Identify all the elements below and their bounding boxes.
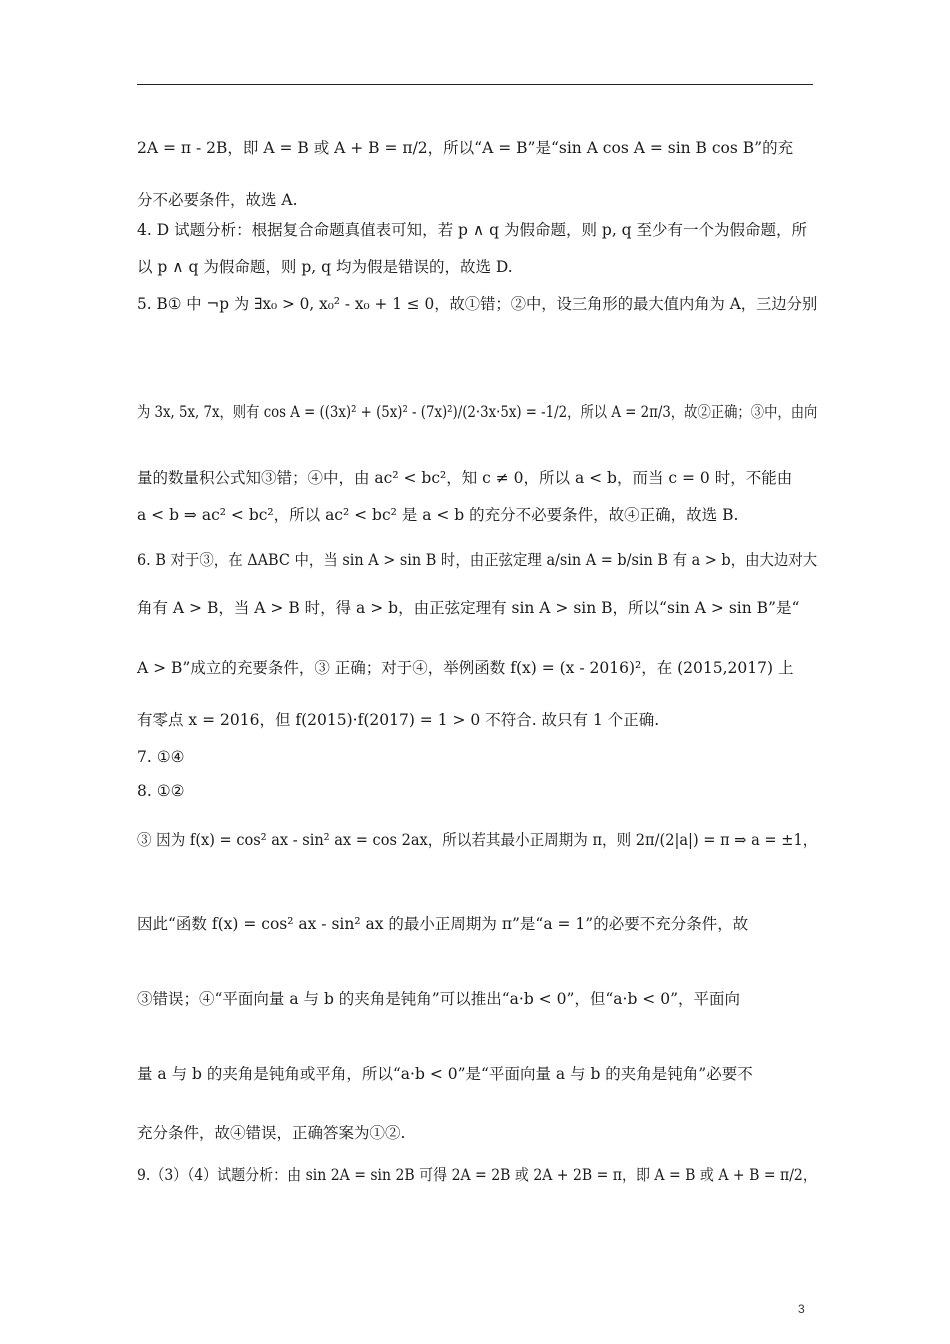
text-line: 4. D 试题分析：根据复合命题真值表可知，若 p ∧ q 为假命题，则 p, q 至少有一个为假命题，所 — [137, 221, 808, 239]
text-line: 量 a 与 b 的夹角是钝角或平角，所以“a·b < 0”是“平面向量 a 与 b 的夹角是钝角”必要不 — [137, 1065, 753, 1083]
text-line: ③错误；④“平面向量 a 与 b 的夹角是钝角”可以推出“a·b < 0”，但“a·b < 0”，平面向 — [137, 990, 741, 1008]
header-rule — [137, 84, 813, 85]
text-line: A > B”成立的充要条件，③ 正确；对于④，举例函数 f(x) = (x - 2016)²，在 (2015,2017) 上 — [137, 659, 794, 677]
text-line: 有零点 x = 2016，但 f(2015)·f(2017) = 1 > 0 不符合. 故只有 1 个正确. — [137, 711, 660, 729]
text-line: 分不必要条件，故选 A. — [137, 191, 298, 209]
text-line: 9.（3）（4）试题分析：由 sin 2A = sin 2B 可得 2A = 2B 或 2A + 2B = π，即 A = B 或 A + B = π/2， — [137, 1166, 817, 1184]
text-line: ③ 因为 f(x) = cos² ax - sin² ax = cos 2ax，所以若其最小正周期为 π，则 2π/(2|a|) = π ⇒ a = ±1， — [137, 831, 818, 849]
text-line: a < b ⇒ ac² < bc²，所以 ac² < bc² 是 a < b 的充分不必要条件，故④正确，故选 B. — [137, 506, 739, 524]
text-line: 量的数量积公式知③错；④中，由 ac² < bc²，知 c ≠ 0，所以 a < b，而当 c = 0 时，不能由 — [137, 469, 793, 487]
text-line: 7. ①④ — [137, 748, 185, 766]
text-line: 6. B 对于③，在 ΔABC 中，当 sin A > sin B 时，由正弦定理 a/sin A = b/sin B 有 a > b，由大边对大 — [137, 551, 818, 569]
text-line: 充分条件，故④错误，正确答案为①②. — [137, 1124, 406, 1142]
text-line: 因此“函数 f(x) = cos² ax - sin² ax 的最小正周期为 π”是“a = 1”的必要不充分条件，故 — [137, 915, 749, 933]
text-line: 5. B① 中 ¬p 为 ∃x₀ > 0, x₀² - x₀ + 1 ≤ 0，故①错；②中，设三角形的最大值内角为 A，三边分别 — [137, 295, 818, 313]
text-line: 为 3x, 5x, 7x，则有 cos A = ((3x)² + (5x)² - (7x)²)/(2·3x·5x) = -1/2，所以 A = 2π/3，故②正确；③中，由向 — [137, 403, 818, 421]
text-line: 角有 A > B，当 A > B 时，得 a > b，由正弦定理有 sin A > sin B，所以“sin A > sin B”是“ — [137, 599, 800, 617]
text-line: 以 p ∧ q 为假命题，则 p, q 均为假是错误的，故选 D. — [137, 258, 513, 276]
page-number: 3 — [798, 1302, 805, 1316]
text-line: 2A = π - 2B，即 A = B 或 A + B = π/2，所以“A = B”是“sin A cos A = sin B cos B”的充 — [137, 139, 794, 157]
text-line: 8. ①② — [137, 782, 185, 800]
